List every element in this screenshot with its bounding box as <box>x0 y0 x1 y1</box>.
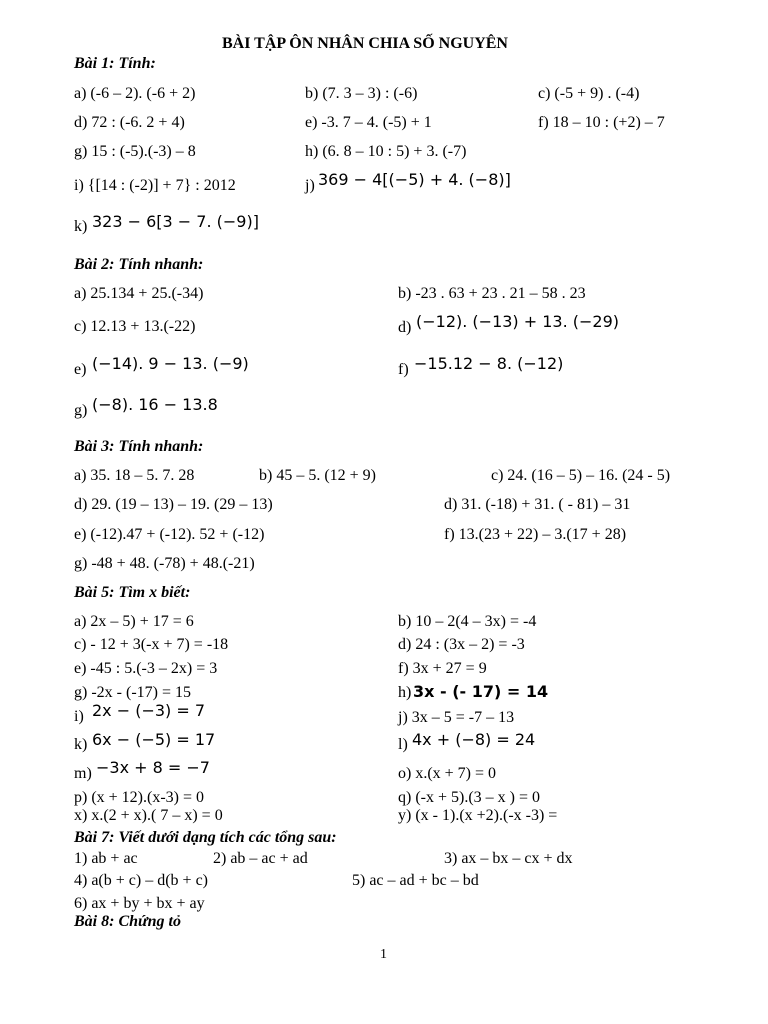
exercise-3-heading: Bài 3: Tính nhanh: <box>74 438 204 455</box>
ex3-item-d2: d) 31. (-18) + 31. ( - 81) – 31 <box>444 496 631 513</box>
exercise-8-heading: Bài 8: Chứng tỏ <box>74 913 181 930</box>
exercise-1-heading: Bài 1: Tính: <box>74 55 156 72</box>
ex5-item-c: c) - 12 + 3(-x + 7) = -18 <box>74 636 229 653</box>
ex5-item-l-label: l) <box>398 736 408 753</box>
ex5-item-i-expression: 2x − (−3) = 7 <box>92 701 206 720</box>
ex5-item-e: e) -45 : 5.(-3 – 2x) = 3 <box>74 660 218 677</box>
ex5-item-b: b) 10 – 2(4 – 3x) = -4 <box>398 613 537 630</box>
ex1-item-d: d) 72 : (-6. 2 + 4) <box>74 114 185 131</box>
ex7-item-3: 3) ax – bx – cx + dx <box>444 850 573 867</box>
ex2-item-g-label: g) <box>74 402 88 419</box>
ex3-item-a: a) 35. 18 – 5. 7. 28 <box>74 467 195 484</box>
ex3-item-b: b) 45 – 5. (12 + 9) <box>259 467 377 484</box>
ex7-item-2: 2) ab – ac + ad <box>213 850 308 867</box>
ex1-item-i: i) {[14 : (-2)] + 7} : 2012 <box>74 177 236 194</box>
ex2-item-b: b) -23 . 63 + 23 . 21 – 58 . 23 <box>398 285 586 302</box>
ex1-item-k-expression: 323 − 6[3 − 7. (−9)] <box>92 212 259 231</box>
ex7-item-4: 4) a(b + c) – d(b + c) <box>74 872 208 889</box>
ex5-item-h-label: h) <box>398 684 412 701</box>
ex5-item-i-label: i) <box>74 708 84 725</box>
ex1-item-b: b) (7. 3 – 3) : (-6) <box>305 85 418 102</box>
ex5-item-h-expression: 3x - (- 17) = 14 <box>413 682 549 701</box>
ex2-item-d-expression: (−12). (−13) + 13. (−29) <box>416 312 620 331</box>
ex5-item-x: x) x.(2 + x).( 7 – x) = 0 <box>74 807 223 824</box>
ex5-item-j: j) 3x – 5 = -7 – 13 <box>398 709 515 726</box>
ex1-item-h: h) (6. 8 – 10 : 5) + 3. (-7) <box>305 143 467 160</box>
ex2-item-g-expression: (−8). 16 − 13.8 <box>92 395 218 414</box>
ex3-item-f: f) 13.(23 + 22) – 3.(17 + 28) <box>444 526 627 543</box>
ex1-item-a: a) (-6 – 2). (-6 + 2) <box>74 85 196 102</box>
ex1-item-f: f) 18 – 10 : (+2) – 7 <box>538 114 665 131</box>
ex1-item-k-label: k) <box>74 218 88 235</box>
ex5-item-k-expression: 6x − (−5) = 17 <box>92 730 216 749</box>
ex1-item-j-label: j) <box>305 177 315 194</box>
ex2-item-d-label: d) <box>398 319 412 336</box>
ex2-item-a: a) 25.134 + 25.(-34) <box>74 285 204 302</box>
ex1-item-j-expression: 369 − 4[(−5) + 4. (−8)] <box>318 170 511 189</box>
ex5-item-o: o) x.(x + 7) = 0 <box>398 765 497 782</box>
ex1-item-e: e) -3. 7 – 4. (-5) + 1 <box>305 114 432 131</box>
exercise-2-heading: Bài 2: Tính nhanh: <box>74 256 204 273</box>
ex5-item-d: d) 24 : (3x – 2) = -3 <box>398 636 525 653</box>
ex5-item-m-expression: −3x + 8 = −7 <box>96 758 210 777</box>
ex7-item-5: 5) ac – ad + bc – bd <box>352 872 479 889</box>
ex5-item-g: g) -2x - (-17) = 15 <box>74 684 191 701</box>
ex5-item-m-label: m) <box>74 765 92 782</box>
ex3-item-g: g) -48 + 48. (-78) + 48.(-21) <box>74 555 255 572</box>
ex3-item-c: c) 24. (16 – 5) – 16. (24 - 5) <box>491 467 671 484</box>
ex2-item-f-label: f) <box>398 361 409 378</box>
ex3-item-e: e) (-12).47 + (-12). 52 + (-12) <box>74 526 265 543</box>
ex5-item-q: q) (-x + 5).(3 – x ) = 0 <box>398 789 541 806</box>
ex2-item-c: c) 12.13 + 13.(-22) <box>74 318 196 335</box>
page-number: 1 <box>380 947 387 962</box>
ex3-item-d1: d) 29. (19 – 13) – 19. (29 – 13) <box>74 496 273 513</box>
ex5-item-k-label: k) <box>74 736 88 753</box>
ex1-item-c: c) (-5 + 9) . (-4) <box>538 85 640 102</box>
page-title: BÀI TẬP ÔN NHÂN CHIA SỐ NGUYÊN <box>222 35 508 52</box>
exercise-7-heading: Bài 7: Viết dưới dạng tích các tổng sau: <box>74 829 337 846</box>
ex7-item-1: 1) ab + ac <box>74 850 138 867</box>
ex5-item-l-expression: 4x + (−8) = 24 <box>412 730 536 749</box>
ex2-item-e-expression: (−14). 9 − 13. (−9) <box>92 354 249 373</box>
ex7-item-6: 6) ax + by + bx + ay <box>74 895 205 912</box>
ex2-item-f-expression: −15.12 − 8. (−12) <box>414 354 564 373</box>
ex5-item-p: p) (x + 12).(x-3) = 0 <box>74 789 205 806</box>
ex5-item-f: f) 3x + 27 = 9 <box>398 660 487 677</box>
ex5-item-y: y) (x - 1).(x +2).(-x -3) = <box>398 807 558 824</box>
ex2-item-e-label: e) <box>74 361 87 378</box>
ex1-item-g: g) 15 : (-5).(-3) – 8 <box>74 143 196 160</box>
ex5-item-a: a) 2x – 5) + 17 = 6 <box>74 613 194 630</box>
exercise-5-heading: Bài 5: Tìm x biết: <box>74 584 191 601</box>
